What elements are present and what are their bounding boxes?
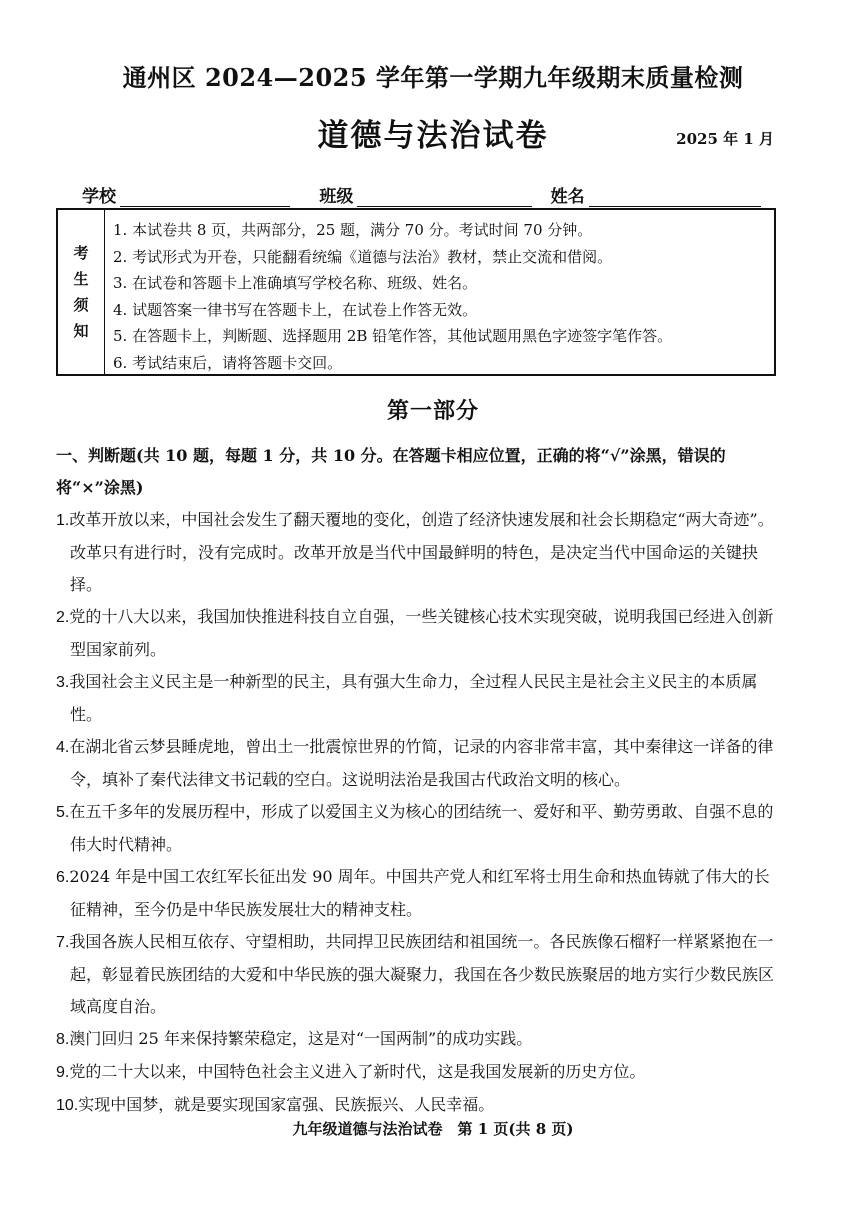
school-blank[interactable]	[120, 188, 290, 207]
notice-heading-char: 须	[73, 296, 89, 314]
question-text: 在五千多年的发展历程中，形成了以爱国主义为核心的团结统一、爱好和平、勤劳勇敢、自强不息的伟大时代精神。	[69, 802, 774, 854]
question-item	[56, 731, 784, 796]
question-text: 党的十八大以来，我国加快推进科技自立自强，一些关键核心技术实现突破，说明我国已经进入创新型国家前列。	[69, 607, 774, 659]
question-text: 我国各族人民相互依存、守望相助，共同捍卫民族团结和祖国统一。各民族像石榴籽一样紧紧抱在一起，彰显着民族团结的大爱和中华民族的强大凝聚力，我国在各少数民族聚居的地方实行少数民族区域高度自治。	[69, 932, 775, 1016]
question-number: 6.	[56, 869, 70, 886]
class-label: 班级	[319, 187, 354, 207]
name-blank[interactable]	[589, 188, 761, 207]
section-title: 第一部分	[386, 398, 479, 424]
notice-heading-char: 知	[73, 322, 89, 340]
notice-item: 1. 本试卷共 8 页，共两部分，25 题，满分 70 分。考试时间 70 分钟。	[113, 221, 593, 239]
exam-subtitle: 道德与法治试卷	[317, 118, 549, 154]
question-number: 1.	[56, 512, 70, 529]
exam-title: 通州区 2024—2025 学年第一学期九年级期末质量检测	[122, 63, 744, 92]
exam-date: 2025 年 1 月	[676, 130, 774, 148]
school-field[interactable]	[82, 182, 293, 207]
question-item	[56, 601, 784, 666]
question-item	[56, 796, 784, 861]
class-blank[interactable]	[357, 188, 532, 207]
question-item	[56, 666, 784, 731]
notice-heading-char: 生	[73, 270, 89, 288]
school-label: 学校	[82, 187, 116, 207]
question-text: 党的二十大以来，中国特色社会主义进入了新时代，这是我国发展新的历史方位。	[69, 1062, 646, 1081]
name-label: 姓名	[550, 187, 585, 207]
question-number: 2.	[56, 609, 70, 626]
notice-heading	[58, 210, 105, 374]
question-number: 7.	[56, 934, 70, 951]
question-number: 8.	[56, 1031, 70, 1048]
question-text: 2024 年是中国工农红军长征出发 90 周年。中国共产党人和红军将士用生命和热血铸就了伟大的长征精神，至今仍是中华民族发展壮大的精神支柱。	[69, 867, 770, 919]
question-text: 在湖北省云梦县睡虎地，曾出土一批震惊世界的竹简，记录的内容非常丰富，其中秦律这一详备的律令，填补了秦代法律文书记载的空白。这说明法治是我国古代政治文明的核心。	[69, 737, 774, 789]
notice-item: 3. 在试卷和答题卡上准确填写学校名称、班级、姓名。	[113, 274, 478, 292]
notice-item: 5. 在答题卡上，判断题、选择题用 2B 铅笔作答，其他试题用黑色字迹签字笔作答。	[113, 327, 673, 345]
exam-notice-box	[56, 208, 776, 376]
question-item	[56, 1023, 784, 1056]
question-number: 3.	[56, 674, 70, 691]
question-number: 4.	[56, 739, 70, 756]
notice-item: 6. 考试结束后，请将答题卡交回。	[113, 353, 343, 372]
name-field[interactable]	[551, 182, 762, 207]
judgment-instructions: 一、判断题(共 10 题，每题 1 分，共 10 分。在答题卡相应位置，正确的将“√”涂黑，错误的将“×”涂黑)	[56, 446, 726, 497]
question-text: 澳门回归 25 年来保持繁荣稳定，这是对“一国两制”的成功实践。	[69, 1029, 533, 1048]
question-text: 我国社会主义民主是一种新型的民主，具有强大生命力，全过程人民民主是社会主义民主的本质属性。	[69, 672, 758, 724]
notice-items	[105, 210, 672, 374]
question-text: 改革开放以来，中国社会发生了翻天覆地的变化，创造了经济快速发展和社会长期稳定“两大奇迹”。改革只有进行时，没有完成时。改革开放是当代中国最鲜明的特色，是决定当代中国命运的关键抉择。	[69, 510, 774, 594]
notice-item: 2. 考试形式为开卷，只能翻看统编《道德与法治》教材，禁止交流和借阅。	[113, 247, 613, 266]
class-field[interactable]	[319, 182, 532, 207]
question-text: 实现中国梦，就是要实现国家富强、民族振兴、人民幸福。	[78, 1095, 495, 1114]
question-item	[56, 504, 784, 601]
question-item	[56, 1056, 784, 1089]
page-footer: 九年级道德与法治试卷 第 1 页(共 8 页)	[292, 1120, 574, 1138]
question-number: 5.	[56, 804, 70, 821]
question-item	[56, 861, 784, 926]
question-item	[56, 926, 784, 1023]
student-info-fields	[82, 182, 762, 207]
question-number: 9.	[56, 1064, 70, 1081]
question-number: 10.	[56, 1097, 79, 1114]
question-content	[56, 440, 784, 1122]
notice-item: 4. 试题答案一律书写在答题卡上，在试卷上作答无效。	[113, 300, 478, 319]
notice-heading-char: 考	[73, 244, 89, 262]
